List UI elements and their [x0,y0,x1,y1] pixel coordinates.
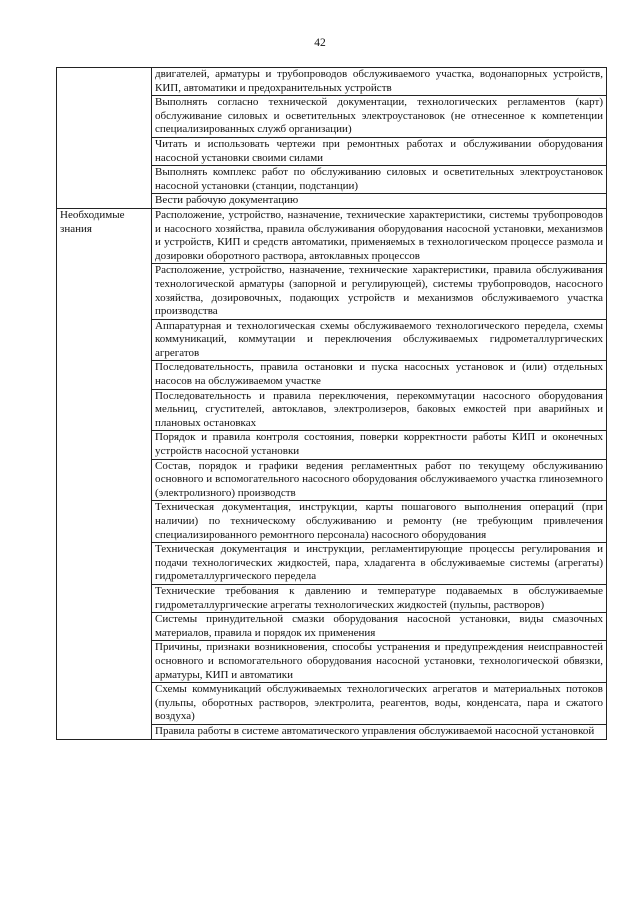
row-text-cell: Технические требования к давлению и температуре подаваемых в обслуживаемые гидрометаллургические агрегаты технологических жидкостей (пульпы, растворов) [152,584,607,612]
row-text-cell: Техническая документация и инструкции, регламентирующие процессы регулирования и подачи технологических жидкостей, пара, хладагента в обслуживаемые системы (агрегаты) гидрометаллургического передела [152,543,607,585]
row-text-cell: Расположение, устройство, назначение, технические характеристики, правила обслуживания технологической арматуры (запорной и регулирующей), системы трубопроводов, насосного хозяйства, дозировочных, подающих устройств и механизмов обслуживаемого участка производства [152,264,607,319]
row-text-cell: Порядок и правила контроля состояния, поверки корректности работы КИП и оконечных устройств насосной установки [152,431,607,459]
row-text-cell: Системы принудительной смазки оборудования насосной установки, виды смазочных материалов, правила и порядок их применения [152,613,607,641]
table-body [57,68,607,740]
row-text-cell: Вести рабочую документацию [152,194,607,209]
row-text-cell: Выполнять согласно технической документации, технологических регламентов (карт) обслуживание силовых и осветительных электроустановок (не отнесенное к компетенции специализированных служб организации) [152,96,607,138]
competency-table [56,67,607,740]
row-text-cell: Техническая документация, инструкции, карты пошагового выполнения операций (при наличии) по техническому обслуживанию и ремонту (не требующим привлечения специализированного ремонтного персонала) насосного оборудования [152,501,607,543]
row-text-cell: Выполнять комплекс работ по обслуживанию силовых и осветительных электроустановок насосной установки (станции, подстанции) [152,166,607,194]
row-text-cell: Причины, признаки возникновения, способы устранения и предупреждения неисправностей основного и вспомогательного оборудования насосной установки, технологической обвязки, арматуры, КИП и автоматики [152,641,607,683]
table-row [57,68,607,96]
row-text-cell: Состав, порядок и графики ведения регламентных работ по текущему обслуживанию основного и вспомогательного насосного оборудования обслуживаемого участка глиноземного (электролизного) производств [152,459,607,501]
row-text-cell: Расположение, устройство, назначение, технические характеристики, системы трубопроводов и насосного хозяйства, правила обслуживания оборудования насосной установки, механизмов и устройств, КИП и средств автоматики, применяемых в технологическом процессе размола и дозировки оборотного раствора, автоклавных процессов [152,208,607,263]
row-label-cell [57,68,152,209]
row-text-cell: Схемы коммуникаций обслуживаемых технологических агрегатов и материальных потоков (пульпы, оборотных растворов, электролита, реагентов, воды, конденсата, пара и сжатого воздуха) [152,683,607,725]
row-text-cell: Читать и использовать чертежи при ремонтных работах и обслуживании оборудования насосной установки своими силами [152,137,607,165]
row-text-cell: Аппаратурная и технологическая схемы обслуживаемого технологического передела, схемы коммуникаций, коммутации и переключения обслуживаемых гидрометаллургических агрегатов [152,319,607,361]
table-row [57,208,607,263]
page-number: 42 [314,37,326,49]
row-text-cell: Последовательность, правила остановки и пуска насосных установок и (или) отдельных насосов на обслуживаемом участке [152,361,607,389]
row-text-cell: двигателей, арматуры и трубопроводов обслуживаемого участка, водонапорных устройств, КИП, автоматики и предохранительных устройств [152,68,607,96]
row-text-cell: Последовательность и правила переключения, перекоммутации насосного оборудования мельниц, сгустителей, автоклавов, электролизеров, баковых емкостей при аварийных и плановых остановках [152,389,607,431]
row-text-cell: Правила работы в системе автоматического управления обслуживаемой насосной установкой [152,724,607,739]
row-label-cell: Необходимые знания [57,208,152,739]
